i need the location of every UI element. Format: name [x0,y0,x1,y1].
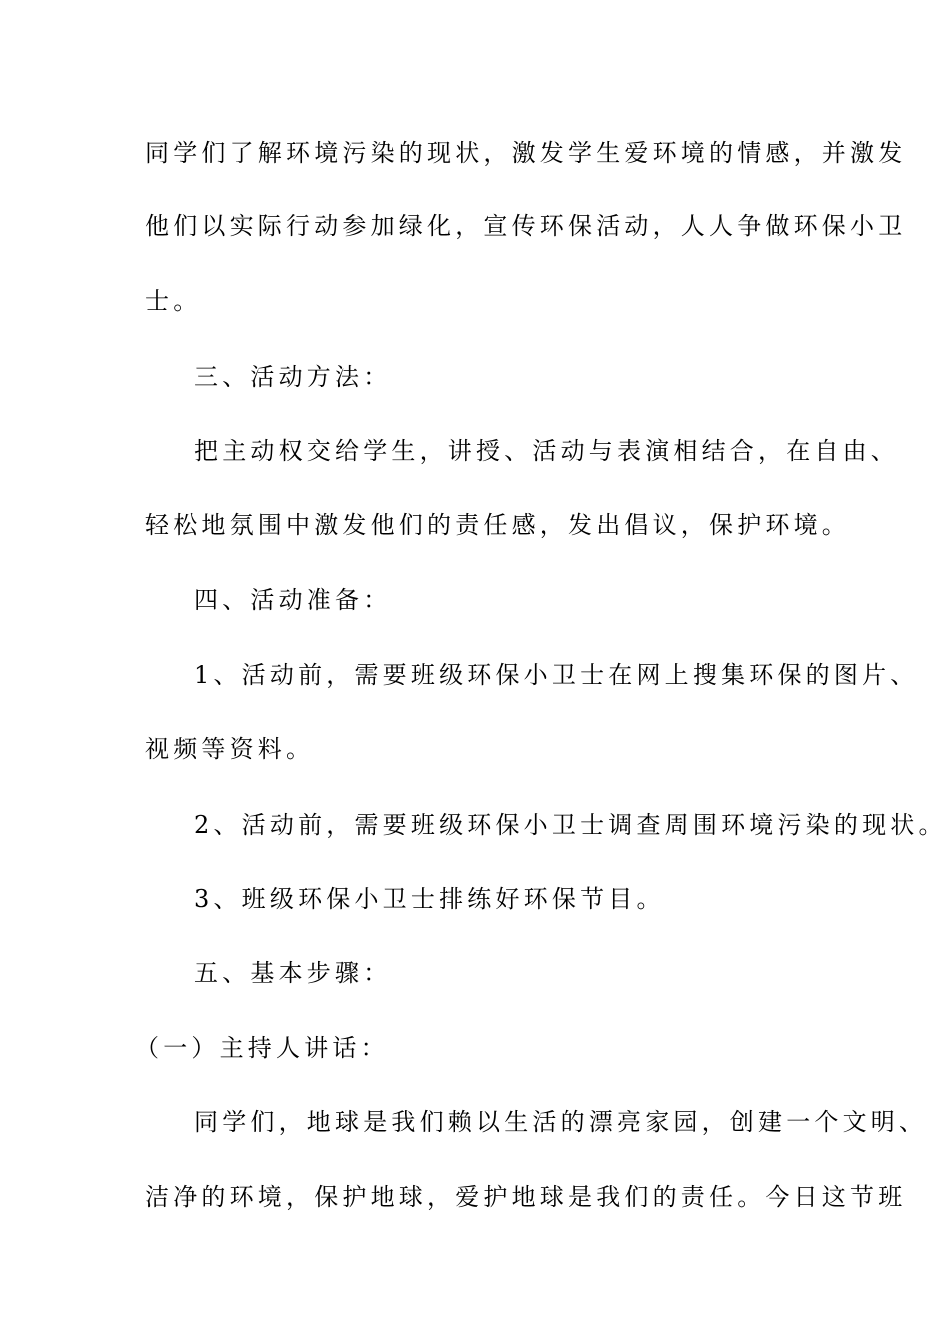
list-item-3: 3、班级环保小卫士排练好环保节目。 [194,885,665,913]
section-heading-activity-preparation: 四、活动准备： [194,586,392,614]
paragraph-line: 同学们了解环境污染的现状，激发学生爱环境的情感，并激发 [145,139,907,167]
paragraph-line: 同学们，地球是我们赖以生活的漂亮家园，创建一个文明、 [194,1108,928,1136]
subsection-heading-host-speech: （一）主持人讲话： [135,1034,389,1062]
list-item-2: 2、活动前，需要班级环保小卫士调查周围环境污染的现状。 [194,811,947,839]
paragraph-line: 他们以实际行动参加绿化，宣传环保活动，人人争做环保小卫 [145,212,907,240]
paragraph-line: 轻松地氛围中激发他们的责任感，发出倡议，保护环境。 [145,511,850,539]
paragraph-line: 士。 [145,287,202,315]
section-heading-activity-method: 三、活动方法： [194,363,392,391]
section-heading-basic-steps: 五、基本步骤： [194,959,392,987]
paragraph-line: 洁净的环境，保护地球，爱护地球是我们的责任。今日这节班 [145,1183,907,1211]
paragraph-line: 视频等资料。 [145,735,315,763]
list-item-1: 1、活动前，需要班级环保小卫士在网上搜集环保的图片、 [194,661,919,689]
paragraph-line: 把主动权交给学生，讲授、活动与表演相结合，在自由、 [194,437,899,465]
